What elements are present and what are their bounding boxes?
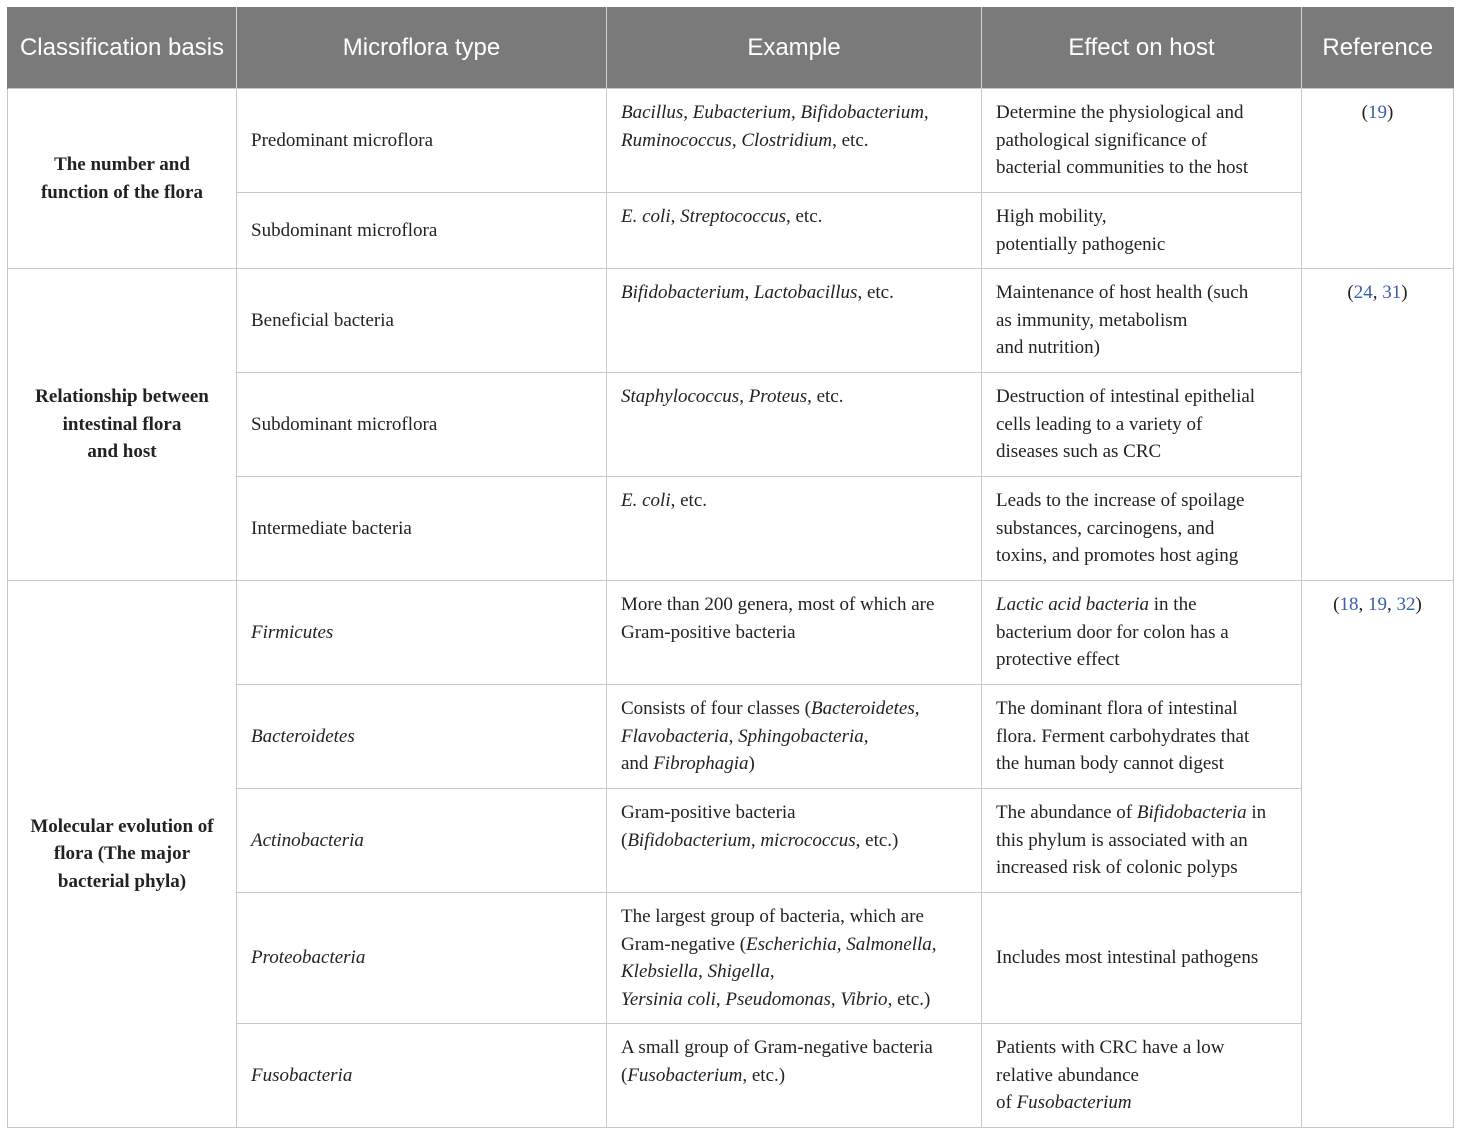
cell-text: Fusobacterium [627,1064,743,1086]
cell-text: Bifidobacteria [1136,802,1247,823]
cell-text: Lactic acid bacteria [996,594,1150,615]
effect-cell [982,269,1302,373]
cell-text: Bacillus [621,102,684,123]
effect-cell [982,1024,1302,1128]
cell-text: in [1246,802,1267,823]
cell-text: Lactobacillus [753,282,858,303]
cell-text: , [731,129,742,151]
cell-text: bacterium door for colon has a [996,621,1229,643]
cell-text: Vibrio [840,988,888,1010]
cell-text: , etc.) [742,1064,786,1086]
cell-text: micrococcus [760,829,856,851]
effect-cell [982,685,1302,789]
cell-text: Gram-positive bacteria [621,802,796,823]
cell-text: , etc. [857,282,894,303]
citation-punctuation: , [1372,282,1383,303]
citation-punctuation: ) [1415,594,1422,615]
effect-cell [982,893,1302,1024]
table-row [8,581,1454,685]
cell-text: , [830,988,841,1010]
cell-text: Bacteroidetes [810,698,915,719]
basis-line: and host [87,441,157,463]
table-row [8,89,1454,193]
microflora-type-cell: Actinobacteria [237,789,607,893]
cell-text: Gram-positive bacteria [621,621,796,643]
microflora-type-cell: Intermediate bacteria [237,477,607,581]
cell-text: substances, carcinogens, and [996,517,1215,539]
reference-cell [1302,269,1454,581]
cell-text: , etc.) [855,829,899,851]
cell-text: , [744,282,754,303]
header-reference: Reference [1302,7,1454,89]
cell-text: , [715,988,726,1010]
cell-text: protective effect [996,649,1120,670]
cell-text: , [670,206,681,227]
cell-text: and [621,753,654,774]
effect-cell [982,89,1302,193]
cell-text: this phylum is associated with an [996,829,1248,851]
cell-text: ( [621,829,628,851]
cell-text: Sphingobacteria [738,725,864,747]
citation-link[interactable]: 32 [1396,594,1416,615]
cell-text: Fibrophagia [653,753,749,774]
citation-link[interactable]: 24 [1353,282,1373,303]
header-example: Example [607,7,982,89]
example-cell [607,685,982,789]
cell-text: Pseudomonas [725,988,831,1010]
cell-text: increased risk of colonic polyps [996,857,1238,878]
cell-text: More than 200 genera, most of which are [621,594,935,615]
header-effect-on-host: Effect on host [982,7,1302,89]
cell-text: , [923,102,929,123]
example-cell [607,193,982,269]
classification-basis-cell [8,269,237,581]
microflora-type-cell: Subdominant microflora [237,373,607,477]
cell-text: , [931,933,937,955]
cell-text: , [914,698,920,719]
cell-text: E. coli [621,490,671,511]
citation-punctuation: ( [1347,282,1354,303]
cell-text: , etc.) [887,988,931,1010]
classification-basis-cell [8,89,237,269]
cell-text: Maintenance of host health (such [996,282,1249,303]
cell-text: Patients with CRC have a low [996,1037,1225,1058]
cell-text: relative abundance [996,1064,1139,1086]
basis-line: bacterial phyla) [57,870,187,892]
cell-text: , [790,102,801,123]
microflora-type-cell: Fusobacteria [237,1024,607,1128]
cell-text: Klebsiella [621,961,699,982]
cell-text: High mobility, [996,206,1107,227]
cell-text: , etc. [670,490,708,511]
example-cell [607,1024,982,1128]
cell-text: , [863,725,869,747]
example-cell [607,373,982,477]
cell-text: cells leading to a variety of [996,413,1203,435]
basis-line: Relationship between [35,386,209,408]
cell-text: , [698,961,708,982]
cell-text: , [769,961,775,982]
cell-text: Eubacterium [692,102,791,123]
header-row [8,7,1454,89]
citation-punctuation: , [1387,594,1397,615]
cell-text: Shigella [707,961,770,982]
cell-text: the human body cannot digest [996,753,1224,774]
cell-text: and nutrition) [996,337,1100,358]
cell-text: , [750,829,761,851]
example-cell [607,269,982,373]
cell-text: bacterial communities to the host [996,157,1249,178]
effect-cell [982,477,1302,581]
cell-text: Determine the physiological and [996,102,1244,123]
effect-cell [982,581,1302,685]
example-cell [607,893,982,1024]
basis-line: function of the flora [40,181,203,203]
cell-text: , [683,102,693,123]
microflora-type-cell: Beneficial bacteria [237,269,607,373]
cell-text: of [996,1092,1017,1113]
cell-text: , [728,725,739,747]
cell-text: Yersinia coli [621,988,716,1010]
cell-text: Consists of four classes ( [621,698,811,719]
cell-text: in the [1149,594,1197,615]
cell-text: ) [748,753,755,774]
cell-text: , [739,386,749,407]
cell-text: Ruminococcus [621,129,732,151]
basis-line: Molecular evolution of [30,815,214,837]
example-cell [607,789,982,893]
microflora-type-cell: Subdominant microflora [237,193,607,269]
cell-text: Proteus [748,386,808,407]
effect-cell [982,373,1302,477]
example-cell [607,477,982,581]
cell-text: The dominant flora of intestinal [996,698,1238,719]
cell-text: Bifidobacterium [621,282,745,303]
citation-link[interactable]: 19 [1368,594,1387,615]
cell-text: , etc. [785,206,823,227]
cell-text: Leads to the increase of spoilage [996,490,1245,511]
cell-text: Salmonella [846,933,932,955]
reference-cell [1302,89,1454,269]
citation-punctuation: ) [1401,282,1408,303]
citation-punctuation: ( [1361,102,1368,123]
cell-text: Escherichia [746,933,837,955]
cell-text: diseases such as CRC [996,441,1162,462]
cell-text: Includes most intestinal pathogens [996,947,1259,969]
microflora-type-cell: Firmicutes [237,581,607,685]
header-classification-basis: Classification basis [8,7,237,89]
effect-cell [982,193,1302,269]
cell-text: Staphylococcus [621,386,740,407]
cell-text: , etc. [807,386,844,407]
cell-text: Flavobacteria [621,725,729,747]
microflora-classification-table [7,7,1454,1128]
cell-text: , [836,933,847,955]
cell-text: Gram-negative ( [621,933,747,955]
reference-cell [1302,581,1454,1128]
citation-punctuation: , [1358,594,1368,615]
cell-text: toxins, and promotes host aging [996,545,1239,566]
table-row [8,269,1454,373]
citation-punctuation: ( [1333,594,1340,615]
cell-text: Fusobacterium [1016,1092,1132,1113]
cell-text: The abundance of [996,802,1137,823]
basis-line: The number and [54,154,190,175]
cell-text: flora. Ferment carbohydrates that [996,725,1250,747]
cell-text: , etc. [832,129,869,151]
cell-text: potentially pathogenic [996,233,1166,255]
microflora-type-cell: Bacteroidetes [237,685,607,789]
citation-link[interactable]: 19 [1368,102,1387,123]
citation-link[interactable]: 18 [1339,594,1359,615]
citation-link[interactable]: 31 [1382,282,1402,303]
example-cell [607,89,982,193]
citation-punctuation: ) [1387,102,1394,123]
cell-text: Clostridium [741,129,833,151]
effect-cell [982,789,1302,893]
cell-text: Streptococcus [680,206,786,227]
header-microflora-type: Microflora type [237,7,607,89]
cell-text: ( [621,1064,628,1086]
cell-text: Bifidobacterium [800,102,924,123]
cell-text: E. coli [621,206,671,227]
basis-line: flora (The major [53,843,191,865]
cell-text: Destruction of intestinal epithelial [996,386,1256,407]
cell-text: A small group of Gram-negative bacteria [621,1037,933,1058]
cell-text: The largest group of bacteria, which are [621,906,924,927]
cell-text: as immunity, metabolism [996,309,1188,331]
microflora-type-cell: Proteobacteria [237,893,607,1024]
cell-text: pathological significance of [996,129,1208,151]
microflora-type-cell: Predominant microflora [237,89,607,193]
example-cell [607,581,982,685]
classification-basis-cell [8,581,237,1128]
basis-line: intestinal flora [62,413,182,435]
cell-text: Bifidobacterium [627,829,751,851]
